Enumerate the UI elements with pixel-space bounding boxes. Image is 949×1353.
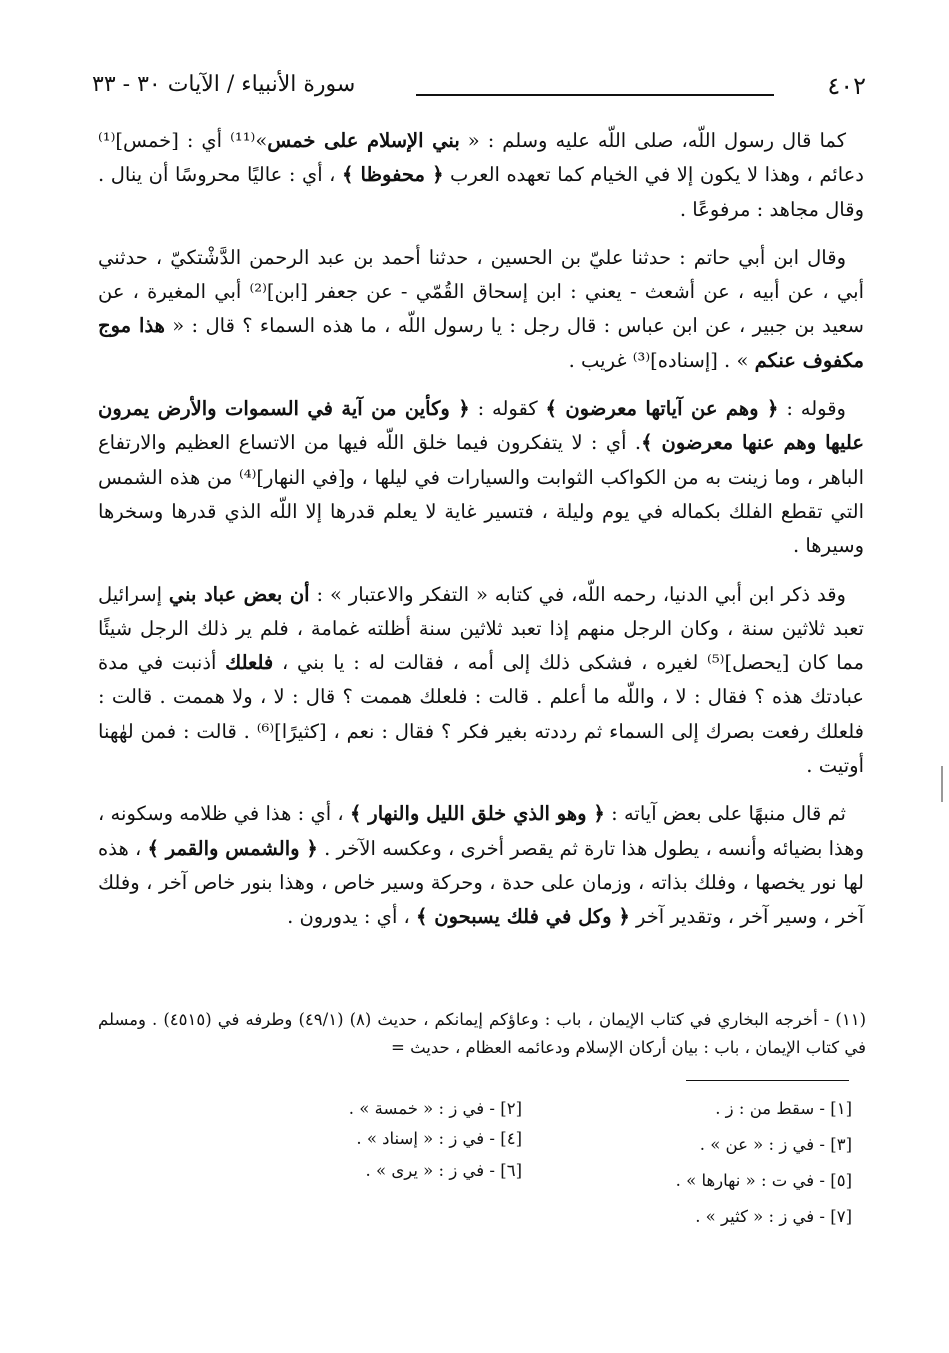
footnote-rule [686, 1080, 849, 1081]
text-run: كقوله : [469, 397, 546, 421]
paragraph-3 [98, 392, 864, 563]
margin-mark [941, 766, 943, 802]
quoted-text: ﴿ وهو الذي خلق الليل والنهار ﴾ [350, 802, 605, 826]
text-run: . أي : لا يتفكرون فيما خلق اللّه فيها من الاتساع العظيم والارتفاع الباهر ، وما زينت به من الكواكب الثوابت والسيارات في ليلها ، و[في النهار]⁽⁴⁾ من هذه الشمس التي تقطع الفلك بكماله في يوم وليلة ، فتسير غاية لا يعلم قدرها إلا اللّه الذي قدرها وسخرها وسيرها . [98, 431, 864, 558]
page-number: ٤٠٢ [827, 72, 866, 100]
main-text [98, 124, 864, 949]
note-3: [٣] - في ز : « عن » . [699, 1135, 852, 1154]
paragraph-4 [98, 578, 864, 784]
footnote-hadith: (١١) - أخرجه البخاري في كتاب الإيمان ، باب : وعاؤكم إيمانكم ، حديث (٨) (٤٩/١) وطرفه في (٤٥١٥) . ومسلم في كتاب الإيمان ، باب : بيان أركان الإسلام ودعائمه العظام ، حديث = [98, 1010, 866, 1057]
header-rule [416, 94, 774, 96]
note-7: [٧] - في ز : « كثير » . [695, 1207, 852, 1226]
text-run: كما قال رسول اللّه، صلى اللّه عليه وسلم : « [459, 129, 846, 152]
page-header [92, 72, 866, 106]
running-title: سورة الأنبياء / الآيات ٣٠ - ٣٣ [92, 72, 356, 97]
paragraph-5 [98, 797, 864, 934]
quoted-text: أن بعض عباد بني [168, 582, 310, 606]
note-5: [٥] - في ت : « نهارها » . [675, 1171, 852, 1190]
text-run: »⁽¹¹⁾ أي : [خمس]⁽¹⁾ دعائم ، وهذا لا يكون إلا في الخيام كما تعهده العرب [98, 129, 864, 187]
text-run: أذنبت في مدة عبادتك هذه ؟ فقال : لا ، واللّه ما أعلم . قالت : فلعلك هممت ؟ قال : لا ، ولا هممت . قالت : فلعلك رفعت بصرك إلى السماء ثم رددته بغير فكر ؟ فقال : نعم ، [كثيرًا]⁽⁶⁾ . قالت : فمن لهٰهنا أوتيت . [98, 651, 864, 778]
note-1: [١] - سقط من : ز . [715, 1099, 852, 1118]
text-run: إسرائيل تعبد ثلاثين سنة ، وكان الرجل منهم إذا تعبد ثلاثين سنة أظلته غمامة ، فلم ير ذلك الرجل شيئًا مما كان [يحصل]⁽⁵⁾ لغيره ، فشكى ذلك إلى أمه ، فقالت له : يا بني ، [98, 582, 864, 675]
quoted-text: بني الإسلام على خمس [267, 129, 460, 152]
quoted-text: ﴿ وكأين من آية في السموات والأرض يمرون عليها وهم عنها معرضون ﴾ [98, 397, 864, 455]
note-6: [٦] - في ز : « يرى » . [365, 1161, 522, 1180]
paragraph-2 [98, 241, 864, 378]
text-run: ثم قال منبهًا على بعض آياته : [604, 802, 846, 826]
text-run: وقال ابن أبي حاتم : حدثنا عليّ بن الحسين ، حدثنا أحمد بن عبد الرحمن الدَّشْتكيّ ، حدثني أبي ، عن أبيه ، عن أشعث - يعني : ابن إسحاق القُمّي - عن جعفر [ابن]⁽²⁾ أبي المغيرة ، عن سعيد بن جبير ، عن ابن عباس : قال رجل : يا رسول اللّه ، ما هذه السماء ؟ قال : « [98, 245, 864, 338]
note-2: [٢] - في ز : « خمسة » . [348, 1099, 522, 1118]
text-run: ، أي : هذا في ظلامه وسكونه ، وهذا بضيائه وأنسه ، يطول هذا تارة ثم يقصر أخرى ، وعكسه الآخر . [98, 802, 864, 860]
text-run: وقوله : [778, 397, 846, 421]
textual-notes [226, 1094, 852, 1244]
text-run: » . [إسناده]⁽³⁾ غريب . [568, 348, 755, 372]
paragraph-1 [98, 124, 864, 227]
quoted-text: ﴿ والشمس والقمر ﴾ [147, 836, 318, 860]
text-run: ، هذه لها نور يخصها ، وفلك بذاته ، وزمان على حدة ، وحركة وسير خاص ، وهذا بنور خاص آخر ، وفلك آخر ، وسير آخر ، وتقدير آخر [98, 836, 864, 929]
note-4: [٤] - في ز : « إسناد » . [356, 1129, 522, 1148]
quoted-text: ﴿ وهم عن آياتها معرضون ﴾ [545, 397, 779, 421]
quoted-text: ﴿ محفوظا ﴾ [341, 163, 444, 187]
quoted-text: فلعلك [225, 651, 274, 675]
text-run: وقد ذكر ابن أبي الدنيا، رحمه اللّه، في كتابه « التفكر والاعتبار » : [309, 582, 846, 606]
quoted-text: هذا موج مكفوف عنكم [98, 314, 864, 372]
text-run: ، أي : يدورون . [287, 905, 417, 929]
quoted-text: ﴿ وكل في فلك يسبحون ﴾ [416, 905, 630, 929]
text-run: ، أي : عاليًا محروسًا أن ينال . وقال مجاهد : مرفوعًا . [98, 163, 864, 221]
